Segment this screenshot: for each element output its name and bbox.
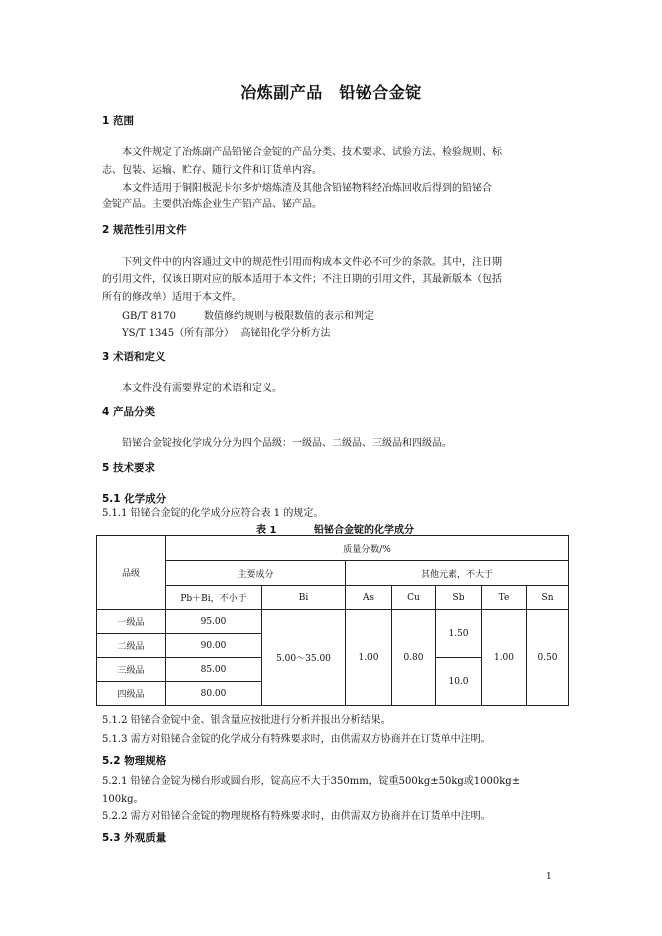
section-5-1-heading: 5.1 化学成分 bbox=[102, 493, 167, 505]
section-1-para-1-line-1: 本文件规定了冶炼副产品铅铋合金锭的产品分类、技术要求、试验方法、检验规则、标 bbox=[122, 147, 502, 158]
pb-bi-cell: 80.00 bbox=[166, 682, 262, 706]
main-components-header: 主要成分 bbox=[166, 561, 346, 586]
column-header-sb: Sb bbox=[436, 586, 482, 610]
bi-range-cell: 5.00～35.00 bbox=[262, 610, 346, 706]
page-title: 冶炼副产品 铅铋合金锭 bbox=[240, 83, 422, 102]
reference-name: 数值修约规则与极限数值的表示和判定 bbox=[204, 311, 374, 322]
grade-cell: 四级品 bbox=[97, 682, 166, 706]
grade-header-cell: 品级 bbox=[97, 536, 166, 610]
grade-cell: 一级品 bbox=[97, 610, 166, 634]
page-number: 1 bbox=[546, 872, 552, 882]
section-1-para-1-line-2: 志、包装、运输、贮存、随行文件和订货单内容。 bbox=[102, 165, 322, 176]
column-header-pb-bi: Pb＋Bi，不小于 bbox=[166, 586, 262, 610]
section-3-heading: 3 术语和定义 bbox=[102, 351, 166, 363]
cu-cell: 0.80 bbox=[392, 610, 436, 706]
mass-fraction-header: 质量分数/% bbox=[166, 536, 569, 561]
column-header-as: As bbox=[346, 586, 392, 610]
clause-5-1-1: 5.1.1 铅铋合金锭的化学成分应符合表 1 的规定。 bbox=[102, 508, 324, 519]
table-caption-number: 表 1 bbox=[256, 525, 277, 536]
pb-bi-cell: 90.00 bbox=[166, 634, 262, 658]
clause-5-1-3: 5.1.3 需方对铅铋合金锭的化学成分有特殊要求时，由供需双方协商并在订货单中注明。 bbox=[102, 734, 491, 745]
clause-5-2-2: 5.2.2 需方对铅铋合金锭的物理规格有特殊要求时，由供需双方协商并在订货单中注明。 bbox=[102, 811, 491, 822]
section-1-heading: 1 范围 bbox=[102, 115, 134, 127]
te-cell: 1.00 bbox=[482, 610, 527, 706]
grade-cell: 二级品 bbox=[97, 634, 166, 658]
table-row bbox=[97, 610, 569, 634]
column-header-cu: Cu bbox=[392, 586, 436, 610]
clause-5-1-2: 5.1.2 铅铋合金锭中金、银含量应按批进行分析并报出分析结果。 bbox=[102, 715, 391, 726]
section-2-line-3: 所有的修改单）适用于本文件。 bbox=[102, 292, 242, 303]
section-2-heading: 2 规范性引用文件 bbox=[102, 224, 187, 236]
reference-code: GB/T 8170 bbox=[122, 311, 177, 322]
section-2-line-2: 的引用文件，仅该日期对应的版本适用于本文件；不注日期的引用文件，其最新版本（包括 bbox=[102, 274, 502, 285]
section-2-line-1: 下列文件中的内容通过文中的规范性引用而构成本文件必不可少的条款。其中，注日期 bbox=[122, 257, 502, 268]
table-caption-title: 铅铋合金锭的化学成分 bbox=[314, 525, 414, 536]
grade-cell: 三级品 bbox=[97, 658, 166, 682]
section-3-text: 本文件没有需要界定的术语和定义。 bbox=[122, 383, 282, 394]
as-cell: 1.00 bbox=[346, 610, 392, 706]
clause-5-2-1-line-2: 100kg。 bbox=[102, 794, 144, 805]
section-1-para-2-line-2: 金锭产品。主要供冶炼企业生产铅产品、铋产品。 bbox=[102, 199, 322, 210]
section-4-text: 铅铋合金锭按化学成分分为四个品级：一级品、二级品、三级品和四级品。 bbox=[122, 438, 452, 449]
other-elements-header: 其他元素，不大于 bbox=[346, 561, 569, 586]
section-4-heading: 4 产品分类 bbox=[102, 406, 155, 418]
clause-5-2-1-line-1: 5.2.1 铅铋合金锭为梯台形或圆台形，锭高应不大于350mm，锭重500kg±50kg或1000kg± bbox=[102, 776, 521, 787]
sb-cell-upper: 1.50 bbox=[436, 610, 482, 658]
reference-code: YS/T 1345（所有部分） bbox=[122, 328, 235, 339]
column-header-sn: Sn bbox=[527, 586, 569, 610]
pb-bi-cell: 85.00 bbox=[166, 658, 262, 682]
section-5-3-heading: 5.3 外观质量 bbox=[102, 832, 167, 844]
column-header-bi: Bi bbox=[262, 586, 346, 610]
sb-cell-lower: 10.0 bbox=[436, 658, 482, 706]
reference-name: 高铋铅化学分析方法 bbox=[240, 328, 331, 339]
reference-item bbox=[122, 324, 330, 339]
column-header-te: Te bbox=[482, 586, 527, 610]
pb-bi-cell: 95.00 bbox=[166, 610, 262, 634]
chemical-composition-table bbox=[96, 535, 569, 706]
section-1-para-2-line-1: 本文件适用于铜阳极泥卡尔多炉熔炼渣及其他含铅铋物料经冶炼回收后得到的铅铋合 bbox=[122, 183, 492, 194]
sn-cell: 0.50 bbox=[527, 610, 569, 706]
section-5-heading: 5 技术要求 bbox=[102, 462, 155, 474]
section-5-2-heading: 5.2 物理规格 bbox=[102, 755, 167, 767]
reference-item bbox=[122, 307, 374, 322]
